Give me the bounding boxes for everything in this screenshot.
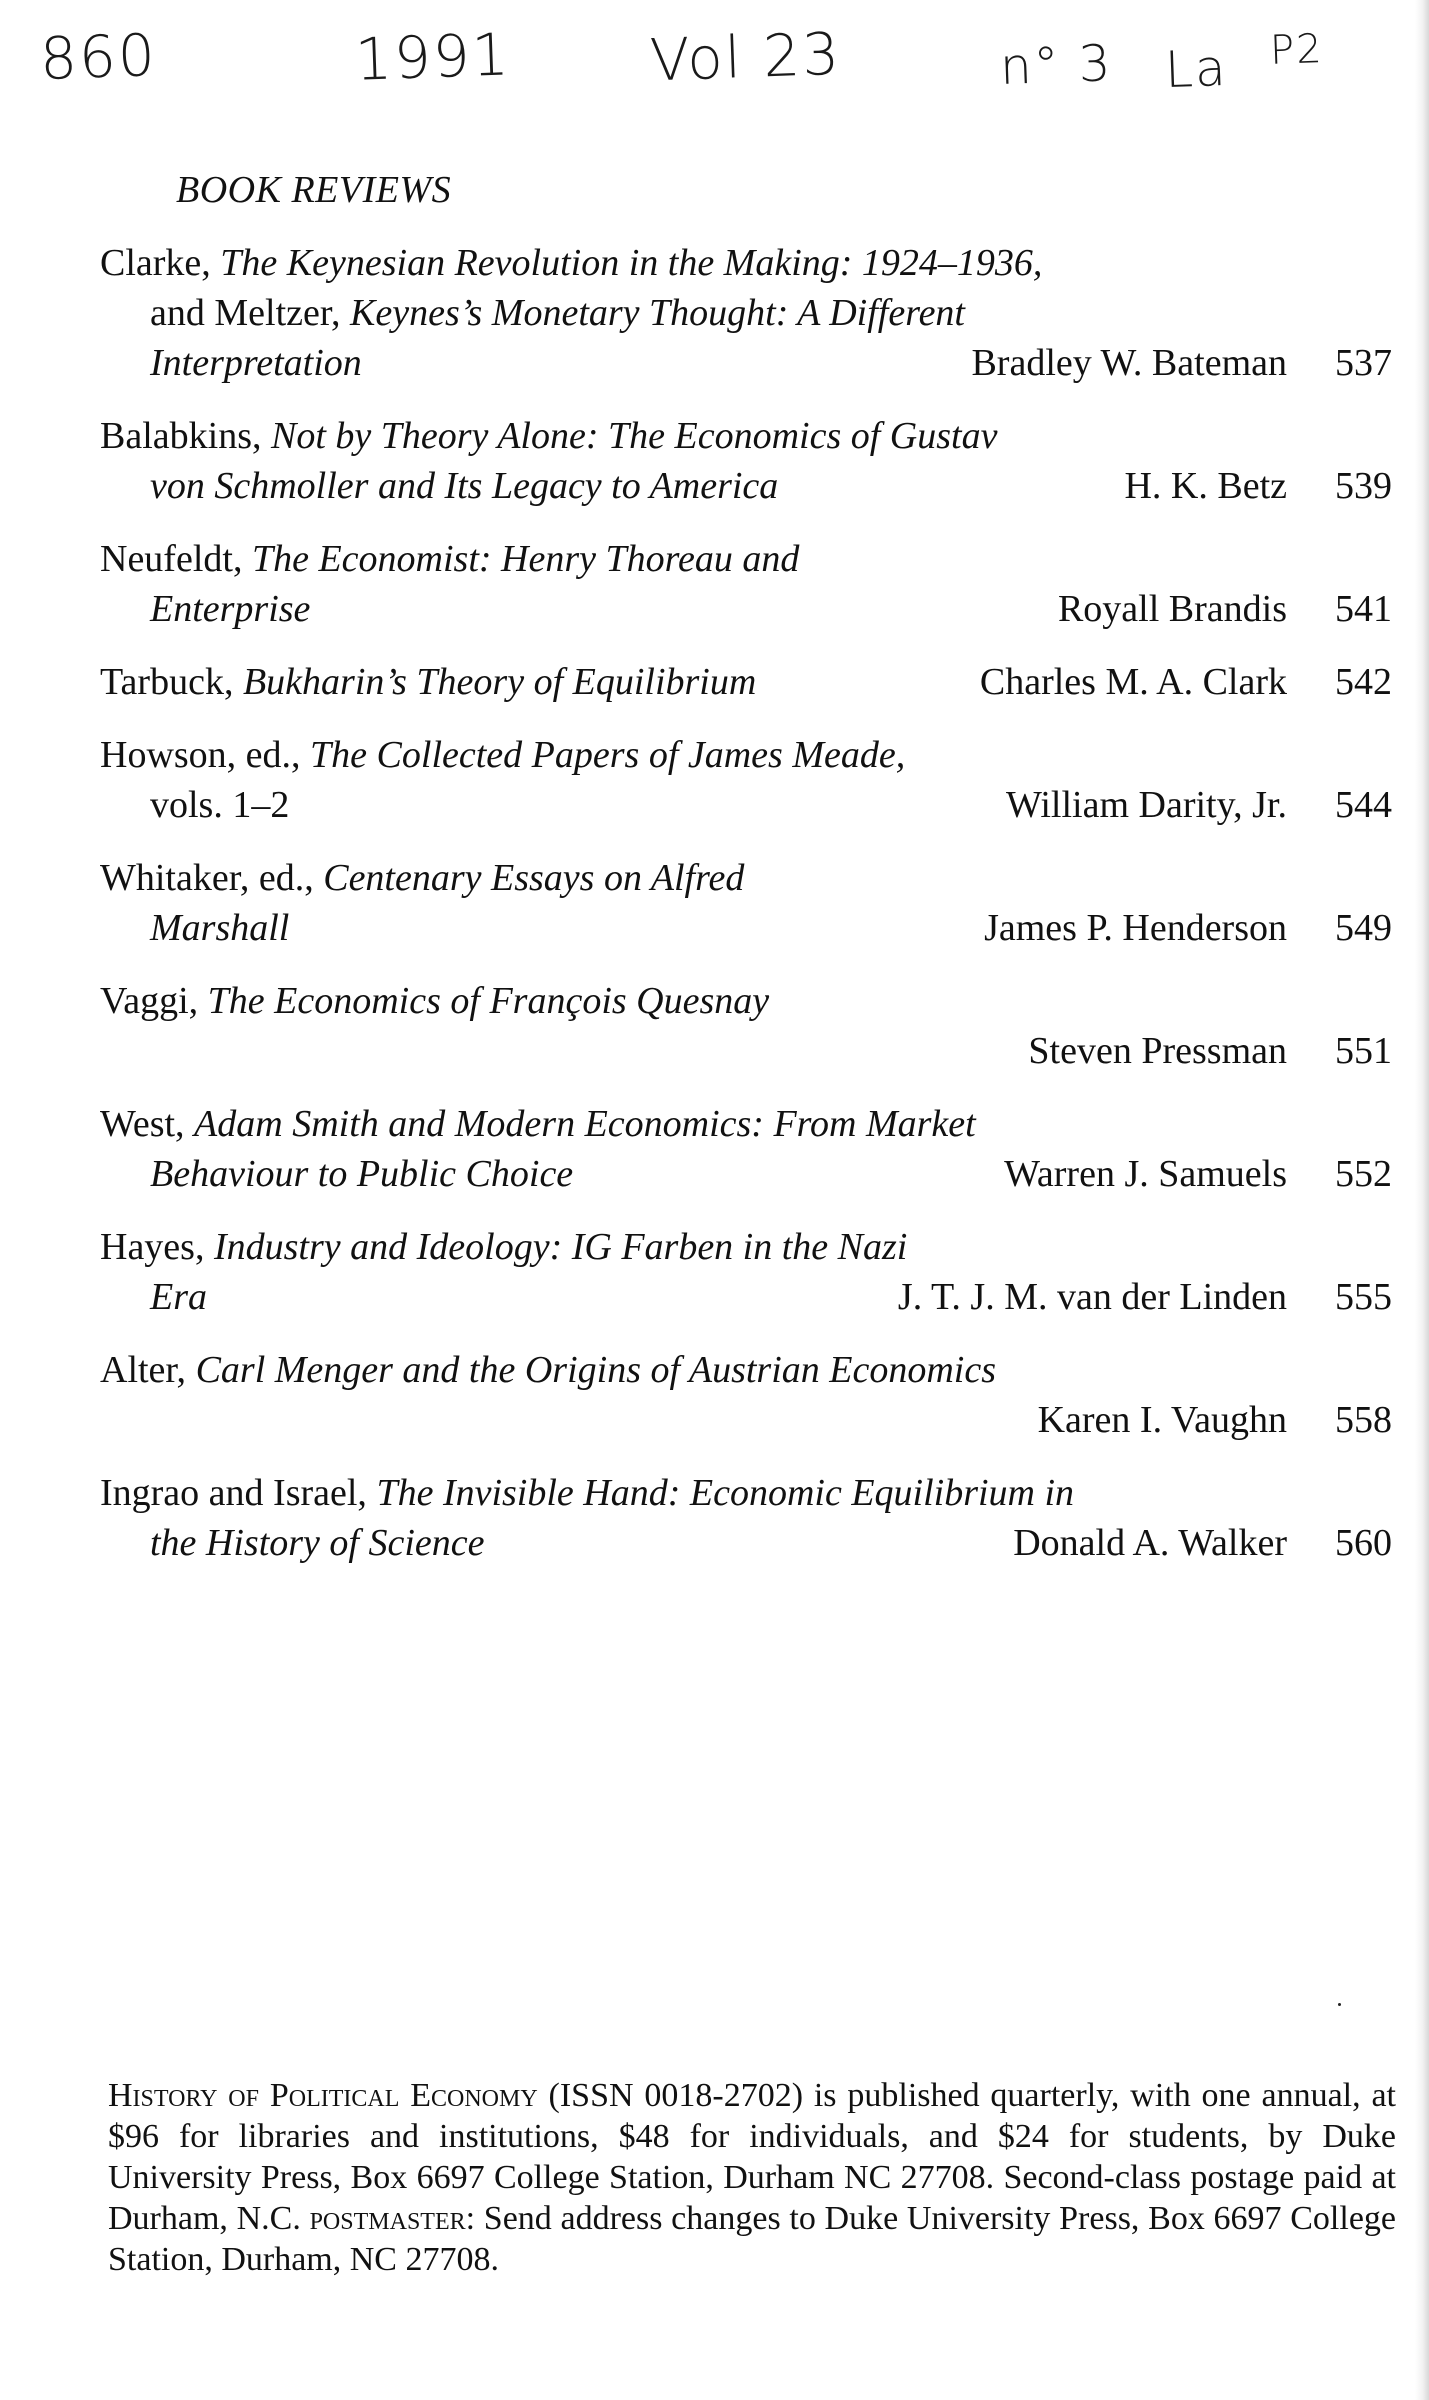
reviewer-name: William Darity, Jr.: [1006, 784, 1287, 826]
handwritten-extra-2: P2: [1269, 26, 1325, 74]
page-number: 541: [1335, 588, 1392, 630]
publication-imprint: [108, 2075, 1396, 2280]
section-title: BOOK REVIEWS: [176, 169, 452, 211]
page-number: 549: [1335, 907, 1392, 949]
reviewer-name: Bradley W. Bateman: [971, 342, 1287, 384]
review-author: Balabkins,: [100, 415, 271, 457]
review-book-title: Carl Menger and the Origins of Austrian Economics: [195, 1349, 996, 1391]
reviewer-name: Steven Pressman: [1028, 1030, 1287, 1072]
review-author: Howson, ed.,: [100, 734, 311, 776]
page-number: 558: [1335, 1399, 1392, 1441]
review-book-title: Centenary Essays on Alfred: [323, 857, 745, 899]
page-number: 551: [1335, 1030, 1392, 1072]
handwritten-year: 1991: [353, 20, 512, 94]
review-author: Whitaker, ed.,: [100, 857, 324, 899]
review-book-title: The Economist: Henry Thoreau and: [251, 538, 800, 580]
review-entry: [100, 411, 1392, 511]
reviewer-name: Royall Brandis: [1057, 588, 1287, 630]
handwritten-issue: n° 3: [999, 34, 1114, 96]
review-author: Neufeldt,: [100, 538, 252, 580]
review-volumes: vols. 1–2: [150, 784, 290, 826]
review-book-title: Keynes’s Monetary Thought: A Different: [350, 292, 965, 334]
review-book-title: Interpretation: [150, 342, 362, 384]
review-book-title: The Collected Papers of James Meade,: [310, 734, 906, 776]
page-number: 539: [1335, 465, 1392, 507]
reviewer-name: Warren J. Samuels: [1004, 1153, 1287, 1195]
handwritten-volume: Vol 23: [648, 19, 843, 95]
review-book-title: Adam Smith and Modern Economics: From Market: [194, 1103, 976, 1145]
review-author: Tarbuck,: [100, 661, 243, 703]
page-number: 544: [1335, 784, 1392, 826]
review-author: West,: [100, 1103, 195, 1145]
imprint-text: (ISSN 0018-2702) is published quarterly, with one annual, at $96 for libraries and institutions, $48 for individuals, and $24 for students, by Duke University Press, Box 6697 College Station, Durham NC 27708. Second-class postage paid at Durham, N.C.: [108, 2077, 1396, 2237]
review-book-title: The Keynesian Revolution in the Making: 1924–1936,: [220, 242, 1043, 284]
review-author: Ingrao and Israel,: [100, 1472, 377, 1514]
review-book-title: The Invisible Hand: Economic Equilibrium in: [376, 1472, 1075, 1514]
review-book-title: Era: [150, 1276, 207, 1318]
reviewer-name: James P. Henderson: [984, 907, 1287, 949]
review-book-title: Bukharin’s Theory of Equilibrium: [242, 661, 757, 703]
review-entry: [100, 1222, 1392, 1322]
review-book-title: Behaviour to Public Choice: [150, 1153, 574, 1195]
scan-speck: [1338, 2003, 1341, 2006]
review-entry: [100, 1468, 1392, 1568]
reviewer-name: J. T. J. M. van der Linden: [897, 1276, 1287, 1318]
review-author: and Meltzer,: [150, 292, 351, 334]
review-book-title: von Schmoller and Its Legacy to America: [150, 465, 779, 507]
review-entry: [100, 853, 1392, 953]
imprint-text: : Send address changes to Duke University Press, Box 6697 College Station, Durham, NC 27708.: [108, 2200, 1396, 2278]
page-number: 537: [1335, 342, 1392, 384]
review-book-title: the History of Science: [150, 1522, 485, 1564]
review-entry: [100, 238, 1392, 388]
review-author: Alter,: [100, 1349, 196, 1391]
review-author: Hayes,: [100, 1226, 214, 1268]
page-number: 555: [1335, 1276, 1392, 1318]
review-entry: [100, 730, 1392, 830]
review-entry: [100, 976, 1392, 1076]
page-number: 542: [1335, 661, 1392, 703]
review-entry: [100, 1099, 1392, 1199]
review-entry: [100, 534, 1392, 634]
reviewer-name: Charles M. A. Clark: [979, 661, 1287, 703]
review-book-title: Not by Theory Alone: The Economics of Gustav: [270, 415, 998, 457]
page-number: 552: [1335, 1153, 1392, 1195]
review-list: [100, 238, 1392, 1591]
postmaster-label: postmaster: [309, 2200, 466, 2237]
handwritten-call-number: 860: [38, 20, 158, 94]
review-entry: [100, 657, 1392, 707]
journal-name: History of Political Economy: [108, 2077, 538, 2114]
reviewer-name: Donald A. Walker: [1013, 1522, 1287, 1564]
review-entry: [100, 1345, 1392, 1445]
handwritten-extra-1: La: [1164, 38, 1229, 100]
reviewer-name: Karen I. Vaughn: [1037, 1399, 1287, 1441]
review-book-title: Marshall: [150, 907, 290, 949]
reviewer-name: H. K. Betz: [1124, 465, 1287, 507]
review-author: Vaggi,: [100, 980, 208, 1022]
review-book-title: Industry and Ideology: IG Farben in the Nazi: [213, 1226, 908, 1268]
page-number: 560: [1335, 1522, 1392, 1564]
review-book-title: Enterprise: [150, 588, 311, 630]
review-book-title: The Economics of François Quesnay: [207, 980, 770, 1022]
review-author: Clarke,: [100, 242, 221, 284]
scan-edge-shadow: [1415, 0, 1429, 2400]
